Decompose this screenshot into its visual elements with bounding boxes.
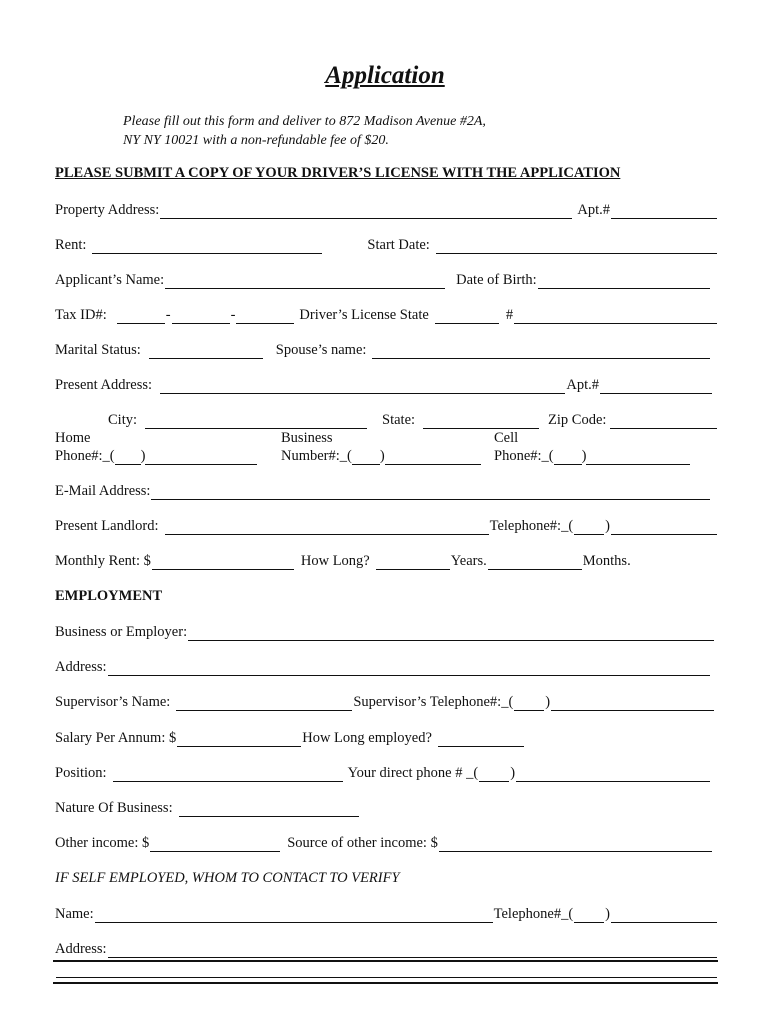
monthly-rent-field[interactable] — [152, 556, 294, 570]
business-number-label: Number#:_( — [281, 448, 352, 464]
intro-line-1: Please fill out this form and deliver to 872 Madison Avenue #2A, — [123, 114, 486, 129]
contact-paren-close: ) — [605, 906, 610, 922]
landlord-paren-close: ) — [605, 518, 610, 534]
tax-id-part-2[interactable] — [172, 310, 230, 324]
city-field[interactable] — [145, 415, 367, 429]
landlord-telephone-field[interactable] — [611, 521, 717, 535]
business-phone-group — [281, 429, 481, 465]
row-other-income — [55, 834, 718, 852]
home-phone-group — [55, 429, 257, 465]
home-label: Home — [55, 430, 91, 446]
row-marital — [55, 341, 718, 359]
monthly-rent-label: Monthly Rent: $ — [55, 553, 151, 569]
row-email — [55, 482, 718, 500]
row-monthly-rent — [55, 552, 718, 570]
marital-status-label: Marital Status: — [55, 342, 141, 358]
dl-state-label: Driver’s License State — [299, 307, 429, 323]
page-title: Application — [325, 62, 445, 89]
business-employer-label: Business or Employer: — [55, 624, 188, 640]
landlord-area-code-field[interactable] — [574, 521, 604, 535]
row-nature-of-business — [55, 799, 718, 817]
cell-phone-label: Phone#:_( — [494, 448, 554, 464]
contact-name-field[interactable] — [95, 909, 493, 923]
state-label: State: — [382, 412, 416, 428]
applicant-name-label: Applicant’s Name: — [55, 272, 165, 288]
address-double-rule-1 — [53, 960, 718, 962]
business-employer-field[interactable] — [188, 627, 714, 641]
how-long-label: How Long? — [300, 553, 370, 569]
other-income-field[interactable] — [150, 838, 280, 852]
nature-of-business-label: Nature Of Business: — [55, 800, 173, 816]
row-position — [55, 764, 718, 782]
present-apt-label: Apt.# — [566, 377, 599, 393]
row-rent — [55, 236, 718, 254]
city-label: City: — [108, 412, 138, 428]
contact-telephone-field[interactable] — [611, 909, 717, 923]
home-paren-close: ) — [140, 448, 146, 464]
zip-code-label: Zip Code: — [548, 412, 607, 428]
how-long-employed-label: How Long employed? — [302, 730, 432, 746]
row-contact-address — [55, 940, 718, 958]
dob-label: Date of Birth: — [456, 272, 537, 288]
dob-field[interactable] — [538, 275, 710, 289]
self-employed-heading: IF SELF EMPLOYED, WHOM TO CONTACT TO VERIFY — [55, 870, 400, 886]
source-other-income-field[interactable] — [439, 838, 712, 852]
landlord-telephone-label: Telephone#:_( — [489, 518, 574, 534]
rent-label: Rent: — [55, 237, 87, 253]
present-landlord-label: Present Landlord: — [55, 518, 159, 534]
salary-field[interactable] — [177, 733, 301, 747]
business-area-code-field[interactable] — [352, 451, 380, 465]
email-label: E-Mail Address: — [55, 483, 151, 499]
property-address-label: Property Address: — [55, 202, 160, 218]
home-phone-label: Phone#:_( — [55, 448, 115, 464]
rent-field[interactable] — [92, 240, 322, 254]
supervisor-area-code-field[interactable] — [514, 697, 544, 711]
spouse-name-label: Spouse’s name: — [275, 342, 367, 358]
present-address-label: Present Address: — [55, 377, 153, 393]
row-applicant — [55, 271, 718, 289]
tax-id-dash-1: - — [165, 307, 171, 323]
years-field[interactable] — [376, 556, 450, 570]
row-property-address — [55, 201, 718, 219]
marital-status-field[interactable] — [149, 345, 263, 359]
salary-label: Salary Per Annum: $ — [55, 730, 177, 746]
dl-state-field[interactable] — [435, 310, 499, 324]
contact-address-field[interactable] — [108, 944, 717, 958]
apt-field[interactable] — [611, 205, 717, 219]
supervisor-name-label: Supervisor’s Name: — [55, 694, 171, 710]
row-salary — [55, 729, 718, 747]
business-label: Business — [281, 430, 333, 446]
business-phone-field[interactable] — [385, 451, 481, 465]
row-employer-address — [55, 658, 718, 676]
home-area-code-field[interactable] — [115, 451, 141, 465]
tax-id-part-3[interactable] — [236, 310, 294, 324]
employer-address-label: Address: — [55, 659, 107, 675]
row-contact-name — [55, 905, 718, 923]
tax-id-part-1[interactable] — [117, 310, 165, 324]
cell-area-code-field[interactable] — [554, 451, 582, 465]
tax-id-label: Tax ID#: — [55, 307, 107, 323]
employer-address-field[interactable] — [108, 662, 710, 676]
tax-id-dash-2: - — [230, 307, 236, 323]
intro-instructions — [123, 112, 683, 150]
employment-heading: EMPLOYMENT — [55, 588, 163, 604]
supervisor-telephone-field[interactable] — [551, 697, 714, 711]
apt-label: Apt.# — [577, 202, 610, 218]
cell-phone-group — [494, 429, 690, 465]
nature-of-business-field[interactable] — [179, 803, 359, 817]
email-field[interactable] — [151, 486, 710, 500]
contact-address-line-2-field[interactable] — [56, 964, 717, 978]
present-address-field[interactable] — [160, 380, 565, 394]
months-field[interactable] — [488, 556, 582, 570]
business-paren-close: ) — [379, 448, 385, 464]
contact-telephone-label: Telephone#_( — [493, 906, 574, 922]
start-date-label: Start Date: — [367, 237, 430, 253]
start-date-field[interactable] — [436, 240, 717, 254]
position-label: Position: — [55, 765, 107, 781]
how-long-employed-field[interactable] — [438, 733, 524, 747]
zip-code-field[interactable] — [610, 415, 717, 429]
supervisor-name-field[interactable] — [176, 697, 352, 711]
address-double-rule-2 — [53, 982, 718, 984]
row-city-state-zip — [108, 411, 718, 429]
cell-paren-close: ) — [581, 448, 587, 464]
dl-number-label: # — [505, 307, 514, 323]
years-label: Years. — [450, 553, 487, 569]
state-field[interactable] — [423, 415, 539, 429]
license-notice: PLEASE SUBMIT A COPY OF YOUR DRIVER’S LICENSE WITH THE APPLICATION — [55, 165, 621, 181]
present-landlord-field[interactable] — [165, 521, 489, 535]
cell-label: Cell — [494, 430, 519, 446]
dl-number-field[interactable] — [514, 310, 717, 324]
contact-area-code-field[interactable] — [574, 909, 604, 923]
source-other-income-label: Source of other income: $ — [287, 835, 438, 851]
row-landlord — [55, 517, 718, 535]
cell-phone-field[interactable] — [586, 451, 690, 465]
property-address-field[interactable] — [160, 205, 572, 219]
contact-name-label: Name: — [55, 906, 94, 922]
spouse-name-field[interactable] — [372, 345, 710, 359]
row-phones — [55, 429, 715, 469]
intro-line-2: NY NY 10021 with a non-refundable fee of $20. — [123, 133, 389, 148]
supervisor-paren-close: ) — [545, 694, 551, 710]
direct-phone-label: Your direct phone # _( — [347, 765, 479, 781]
home-phone-field[interactable] — [145, 451, 257, 465]
row-supervisor — [55, 693, 718, 711]
months-label: Months. — [582, 553, 631, 569]
other-income-label: Other income: $ — [55, 835, 150, 851]
contact-address-label: Address: — [55, 941, 107, 957]
row-present-address — [55, 376, 718, 394]
direct-phone-paren-close: ) — [510, 765, 516, 781]
row-contact-address-2 — [55, 964, 718, 978]
supervisor-telephone-label: Supervisor’s Telephone#:_( — [353, 694, 514, 710]
present-apt-field[interactable] — [600, 380, 712, 394]
row-tax-id — [55, 306, 718, 324]
position-field[interactable] — [113, 768, 343, 782]
direct-phone-area-code-field[interactable] — [479, 768, 509, 782]
direct-phone-field[interactable] — [516, 768, 710, 782]
row-business-employer — [55, 623, 718, 641]
applicant-name-field[interactable] — [165, 275, 445, 289]
